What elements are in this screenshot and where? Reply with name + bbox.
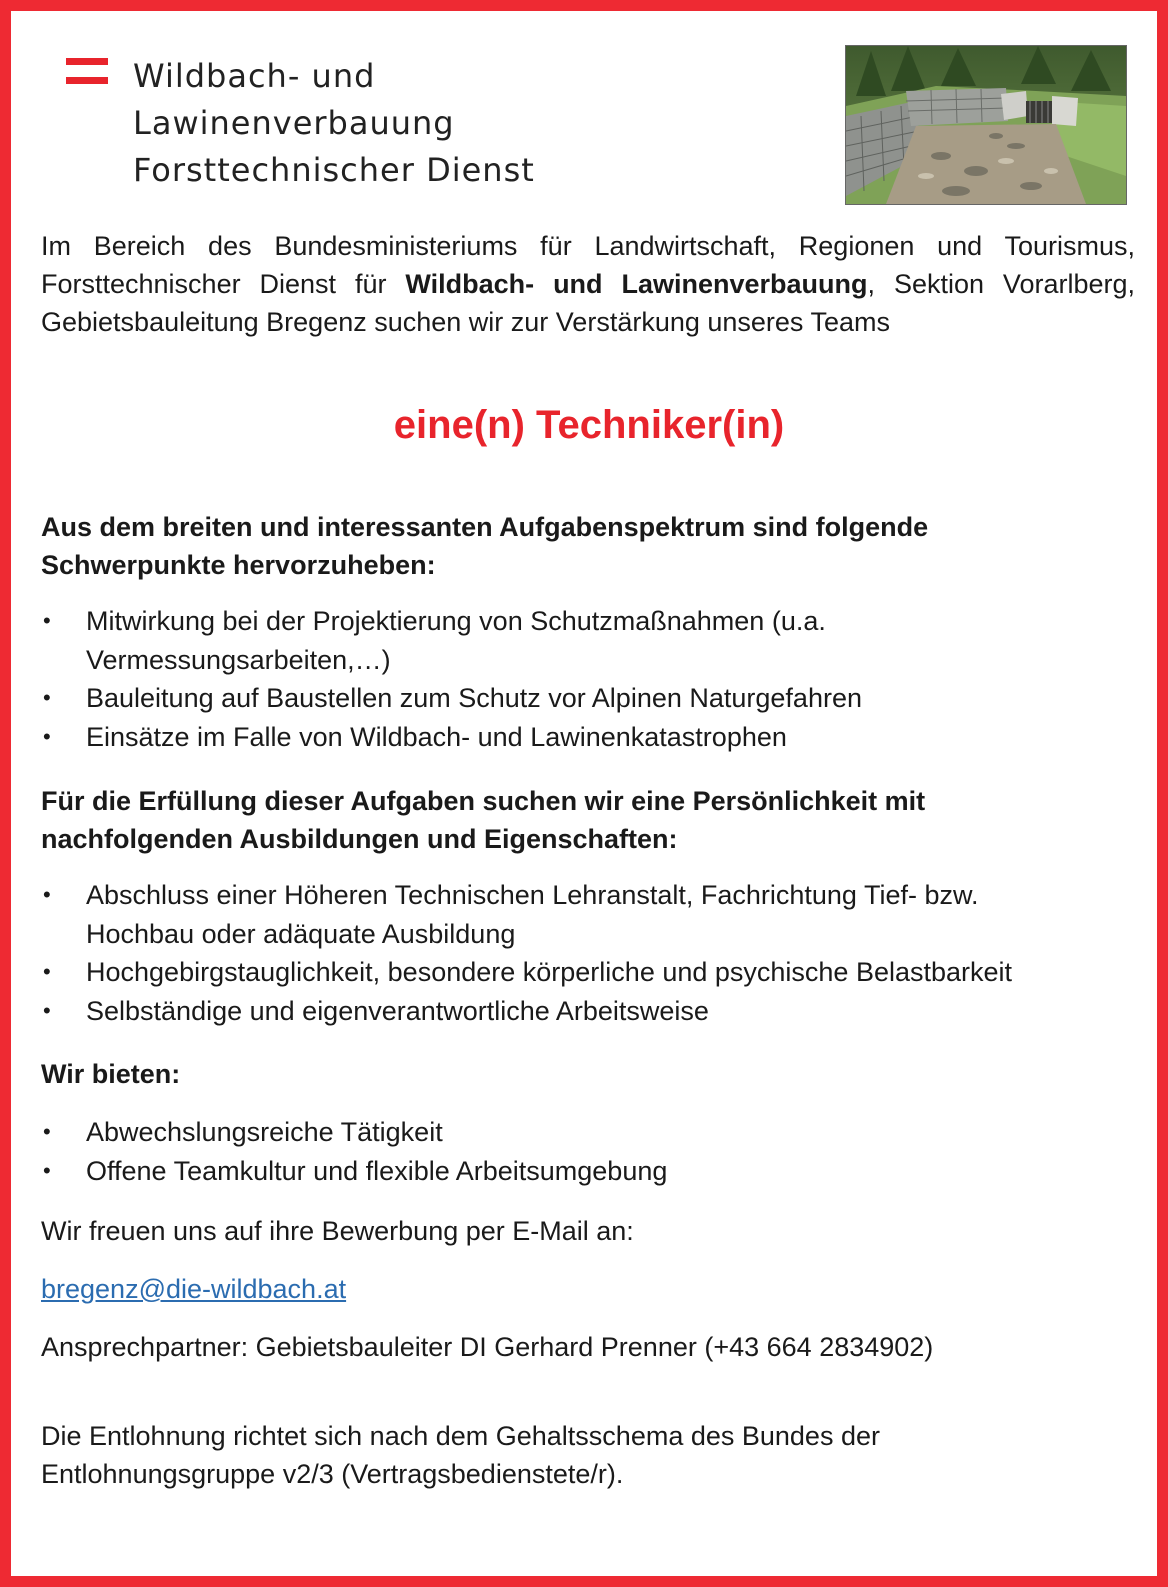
list-item [41,992,1141,1031]
list-item-line-1: Offene Teamkultur und flexible Arbeitsumgebung [86,1155,668,1186]
intro-text-1: Im Bereich des Bundesministeriums für Landwirtschaft, Regionen und Tourismus, Forsttechnischer Dienst für [41,231,1135,299]
offer-section [41,1055,1141,1190]
list-item-line-1: Bauleitung auf Baustellen zum Schutz vor Alpinen Naturgefahren [86,683,862,713]
list-item-line-1: Selbständige und eigenverantwortliche Arbeitsweise [86,995,709,1026]
email-link[interactable]: bregenz@die-wildbach.at [41,1274,347,1304]
offer-list [41,1113,1141,1190]
contact-person: Ansprechpartner: Gebietsbauleiter DI Gerhard Prenner (+43 664 2834902) [41,1332,934,1362]
requirements-heading [41,782,1141,858]
salary-info [41,1417,880,1493]
organization-logo-text [133,53,535,194]
offer-heading: Wir bieten: [41,1059,181,1089]
requirements-section [41,782,1141,1030]
bullet-icon: • [43,882,51,907]
austria-flag-logo-icon [66,58,108,86]
list-item [41,876,1141,953]
tasks-section [41,508,1141,756]
bullet-icon: • [43,608,51,633]
list-item [41,953,1141,992]
intro-text-bold: Wildbach- und Lawinenverbauung [405,269,868,299]
intro-paragraph [41,227,1135,341]
logo-line-1: Wildbach- und [133,57,376,95]
job-title: eine(n) Techniker(in) [393,403,785,447]
bullet-icon: • [43,723,51,749]
application-text: Wir freuen uns auf ihre Bewerbung per E-Mail an: [41,1216,634,1246]
tasks-heading-line-1: Aus dem breiten und interessanten Aufgabenspektrum sind folgende [41,512,929,542]
requirements-heading-line-1: Für die Erfüllung dieser Aufgaben suchen wir eine Persönlichkeit mit [41,786,926,816]
bullet-icon: • [43,1157,51,1183]
requirements-heading-line-2: nachfolgenden Ausbildungen und Eigenschaften: [41,824,678,854]
list-item-line-1: Einsätze im Falle von Wildbach- und Lawinenkatastrophen [86,721,787,752]
salary-line-2: Entlohnungsgruppe v2/3 (Vertragsbedienstete/r). [41,1459,624,1489]
logo-line-3: Forsttechnischer Dienst [133,151,535,189]
list-item [41,1113,1141,1152]
logo-line-2: Lawinenverbauung [133,104,455,142]
list-item-line-1: Abwechslungsreiche Tätigkeit [86,1117,443,1147]
photo-illustration-icon [846,46,1126,204]
bullet-icon: • [43,997,51,1023]
torrent-barrier-photo [845,45,1127,205]
list-item [41,718,1141,757]
bullet-icon: • [43,685,51,710]
list-item-line-2: Vermessungsarbeiten,…) [86,644,391,675]
requirements-list [41,876,1141,1030]
intro-text-2: , Sektion Vorarlberg, Gebietsbauleitung Bregenz suchen wir zur Verstärkung unseres Teams [41,269,1135,337]
list-item [41,679,1141,718]
list-item-line-1: Hochgebirgstauglichkeit, besondere körperliche und psychische Belastbarkeit [86,957,1013,987]
salary-line-1: Die Entlohnung richtet sich nach dem Gehaltsschema des Bundes der [41,1421,880,1451]
list-item-line-2: Hochbau oder adäquate Ausbildung [86,918,516,949]
bullet-icon: • [43,959,51,984]
tasks-list [41,602,1141,756]
tasks-heading-line-2: Schwerpunkte hervorzuheben: [41,550,436,580]
tasks-heading [41,508,1141,584]
list-item-line-1: Abschluss einer Höheren Technischen Lehranstalt, Fachrichtung Tief- bzw. [86,880,979,910]
bullet-icon: • [43,1119,51,1144]
email-link-wrapper [41,1270,346,1308]
list-item [41,602,1141,679]
list-item [41,1152,1141,1191]
list-item-line-1: Mitwirkung bei der Projektierung von Schutzmaßnahmen (u.a. [86,606,826,636]
